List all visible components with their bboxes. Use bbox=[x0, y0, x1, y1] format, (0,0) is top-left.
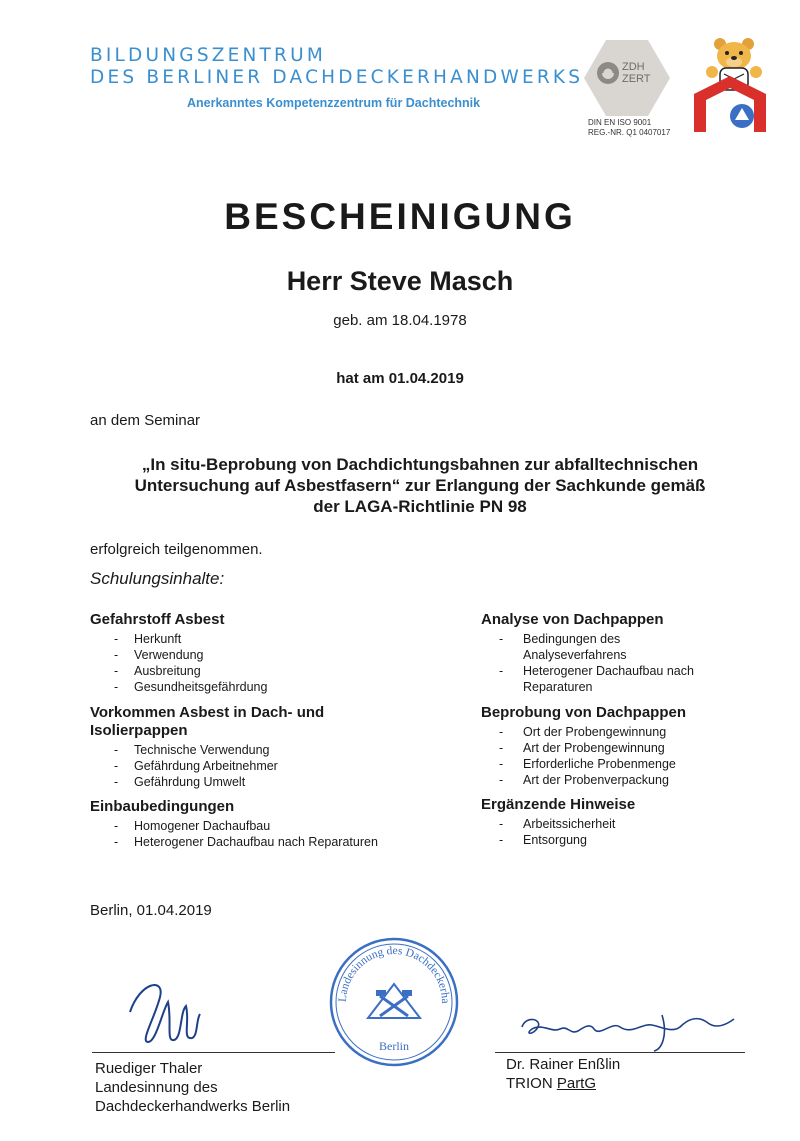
seal-text: Landesinnung des Dachdeckerha bbox=[336, 944, 452, 1004]
seal-icon bbox=[328, 936, 460, 1068]
seal-city: Berlin bbox=[379, 1039, 409, 1053]
svg-text:Landesinnung des Dachdeckerhan bbox=[328, 936, 451, 1004]
list-item: - Arbeitssicherheit bbox=[481, 816, 771, 832]
zdh-zert-badge bbox=[582, 38, 672, 138]
signer-right-company-name: TRION bbox=[506, 1075, 553, 1092]
svg-text:ZDH: ZDH bbox=[622, 61, 645, 73]
list-item: - Technische Verwendung bbox=[90, 742, 380, 758]
completion-text: erfolgreich teilgenommen. bbox=[90, 541, 263, 558]
signer-left-org: Landesinnung des bbox=[95, 1079, 218, 1096]
section-heading: Ergänzende Hinweise bbox=[481, 796, 636, 813]
cert-reg: REG.-NR. Q1 0407017 bbox=[588, 128, 671, 137]
list-item: - Art der Probengewinnung bbox=[481, 740, 771, 756]
signature-right-icon bbox=[512, 1005, 742, 1055]
list-item: - Gesundheitsgefährdung bbox=[90, 679, 420, 695]
signer-right bbox=[506, 1055, 620, 1093]
section-right-3 bbox=[481, 796, 771, 848]
section-right-2 bbox=[481, 704, 771, 788]
list-item: - Art der Probenverpackung bbox=[481, 772, 771, 788]
contents-heading: Schulungsinhalte: bbox=[90, 569, 225, 588]
list-item: - Herkunft bbox=[90, 631, 420, 647]
signature-line-left bbox=[92, 1052, 335, 1053]
participation-date: hat am 01.04.2019 bbox=[336, 370, 464, 387]
section-heading: Vorkommen Asbest in Dach- und Isolierpappen bbox=[90, 704, 325, 739]
bear-roof-logo bbox=[690, 36, 770, 140]
section-left-1 bbox=[90, 611, 420, 695]
recipient-name: Herr Steve Masch bbox=[286, 266, 514, 296]
org-subtitle: Anerkanntes Kompetenzzentrum für Dachtechnik bbox=[187, 96, 481, 110]
signer-left bbox=[95, 1059, 290, 1116]
org-name-line1: BILDUNGSZENTRUM bbox=[90, 45, 327, 66]
list-item: - Homogener Dachaufbau bbox=[90, 818, 420, 834]
list-item: - Gefährdung Arbeitnehmer bbox=[90, 758, 380, 774]
section-heading: Gefahrstoff Asbest bbox=[90, 611, 225, 628]
seminar-title-line: der LAGA-Richtlinie PN 98 bbox=[313, 497, 527, 516]
signer-left-name: Ruediger Thaler bbox=[95, 1060, 203, 1077]
place-date: Berlin, 01.04.2019 bbox=[90, 902, 212, 919]
birth-info: geb. am 18.04.1978 bbox=[333, 312, 467, 329]
signer-right-company bbox=[506, 1074, 620, 1093]
official-seal bbox=[328, 936, 460, 1068]
list-item: - Entsorgung bbox=[481, 832, 771, 848]
signer-right-suffix: PartG bbox=[556, 1075, 597, 1092]
list-item: - Ort der Probengewinnung bbox=[481, 724, 771, 740]
list-item: - Ausbreitung bbox=[90, 663, 420, 679]
signature-line-right bbox=[495, 1052, 745, 1053]
section-heading: Analyse von Dachpappen bbox=[481, 611, 664, 628]
seminar-title-line: „In situ-Beprobung von Dachdichtungsbahnen zur abfalltechnischen bbox=[141, 455, 699, 474]
list-item: - Bedingungen des Analyseverfahrens bbox=[481, 631, 711, 663]
list-item: - Heterogener Dachaufbau nach Reparaturen bbox=[481, 663, 711, 695]
svg-text:ZERT: ZERT bbox=[622, 73, 651, 85]
seminar-title bbox=[60, 454, 780, 517]
section-heading: Beprobung von Dachpappen bbox=[481, 704, 687, 721]
signer-left-org: Dachdeckerhandwerks Berlin bbox=[95, 1098, 291, 1115]
seminar-title-line: Untersuchung auf Asbestfasern“ zur Erlangung der Sachkunde gemäß bbox=[134, 476, 706, 495]
list-item: - Erforderliche Probenmenge bbox=[481, 756, 771, 772]
cert-norm: DIN EN ISO 9001 bbox=[588, 118, 652, 127]
signature-left-icon bbox=[120, 972, 220, 1047]
section-right-1 bbox=[481, 611, 771, 695]
list-item: - Gefährdung Umwelt bbox=[90, 774, 380, 790]
zdh-zert-logo-icon bbox=[582, 38, 672, 120]
section-left-2 bbox=[90, 704, 380, 790]
document-title: BESCHEINIGUNG bbox=[224, 196, 576, 237]
section-left-3 bbox=[90, 798, 420, 850]
org-name-line2: DES BERLINER DACHDECKERHANDWERKS bbox=[90, 67, 584, 88]
list-item: - Verwendung bbox=[90, 647, 420, 663]
signer-right-name: Dr. Rainer Enßlin bbox=[506, 1056, 621, 1073]
section-heading: Einbaubedingungen bbox=[90, 798, 235, 815]
seminar-intro: an dem Seminar bbox=[90, 412, 201, 429]
signature-right bbox=[512, 1005, 742, 1055]
list-item: - Heterogener Dachaufbau nach Reparaturen bbox=[90, 834, 420, 850]
signature-left bbox=[120, 972, 220, 1047]
bear-mascot-icon bbox=[690, 36, 770, 140]
